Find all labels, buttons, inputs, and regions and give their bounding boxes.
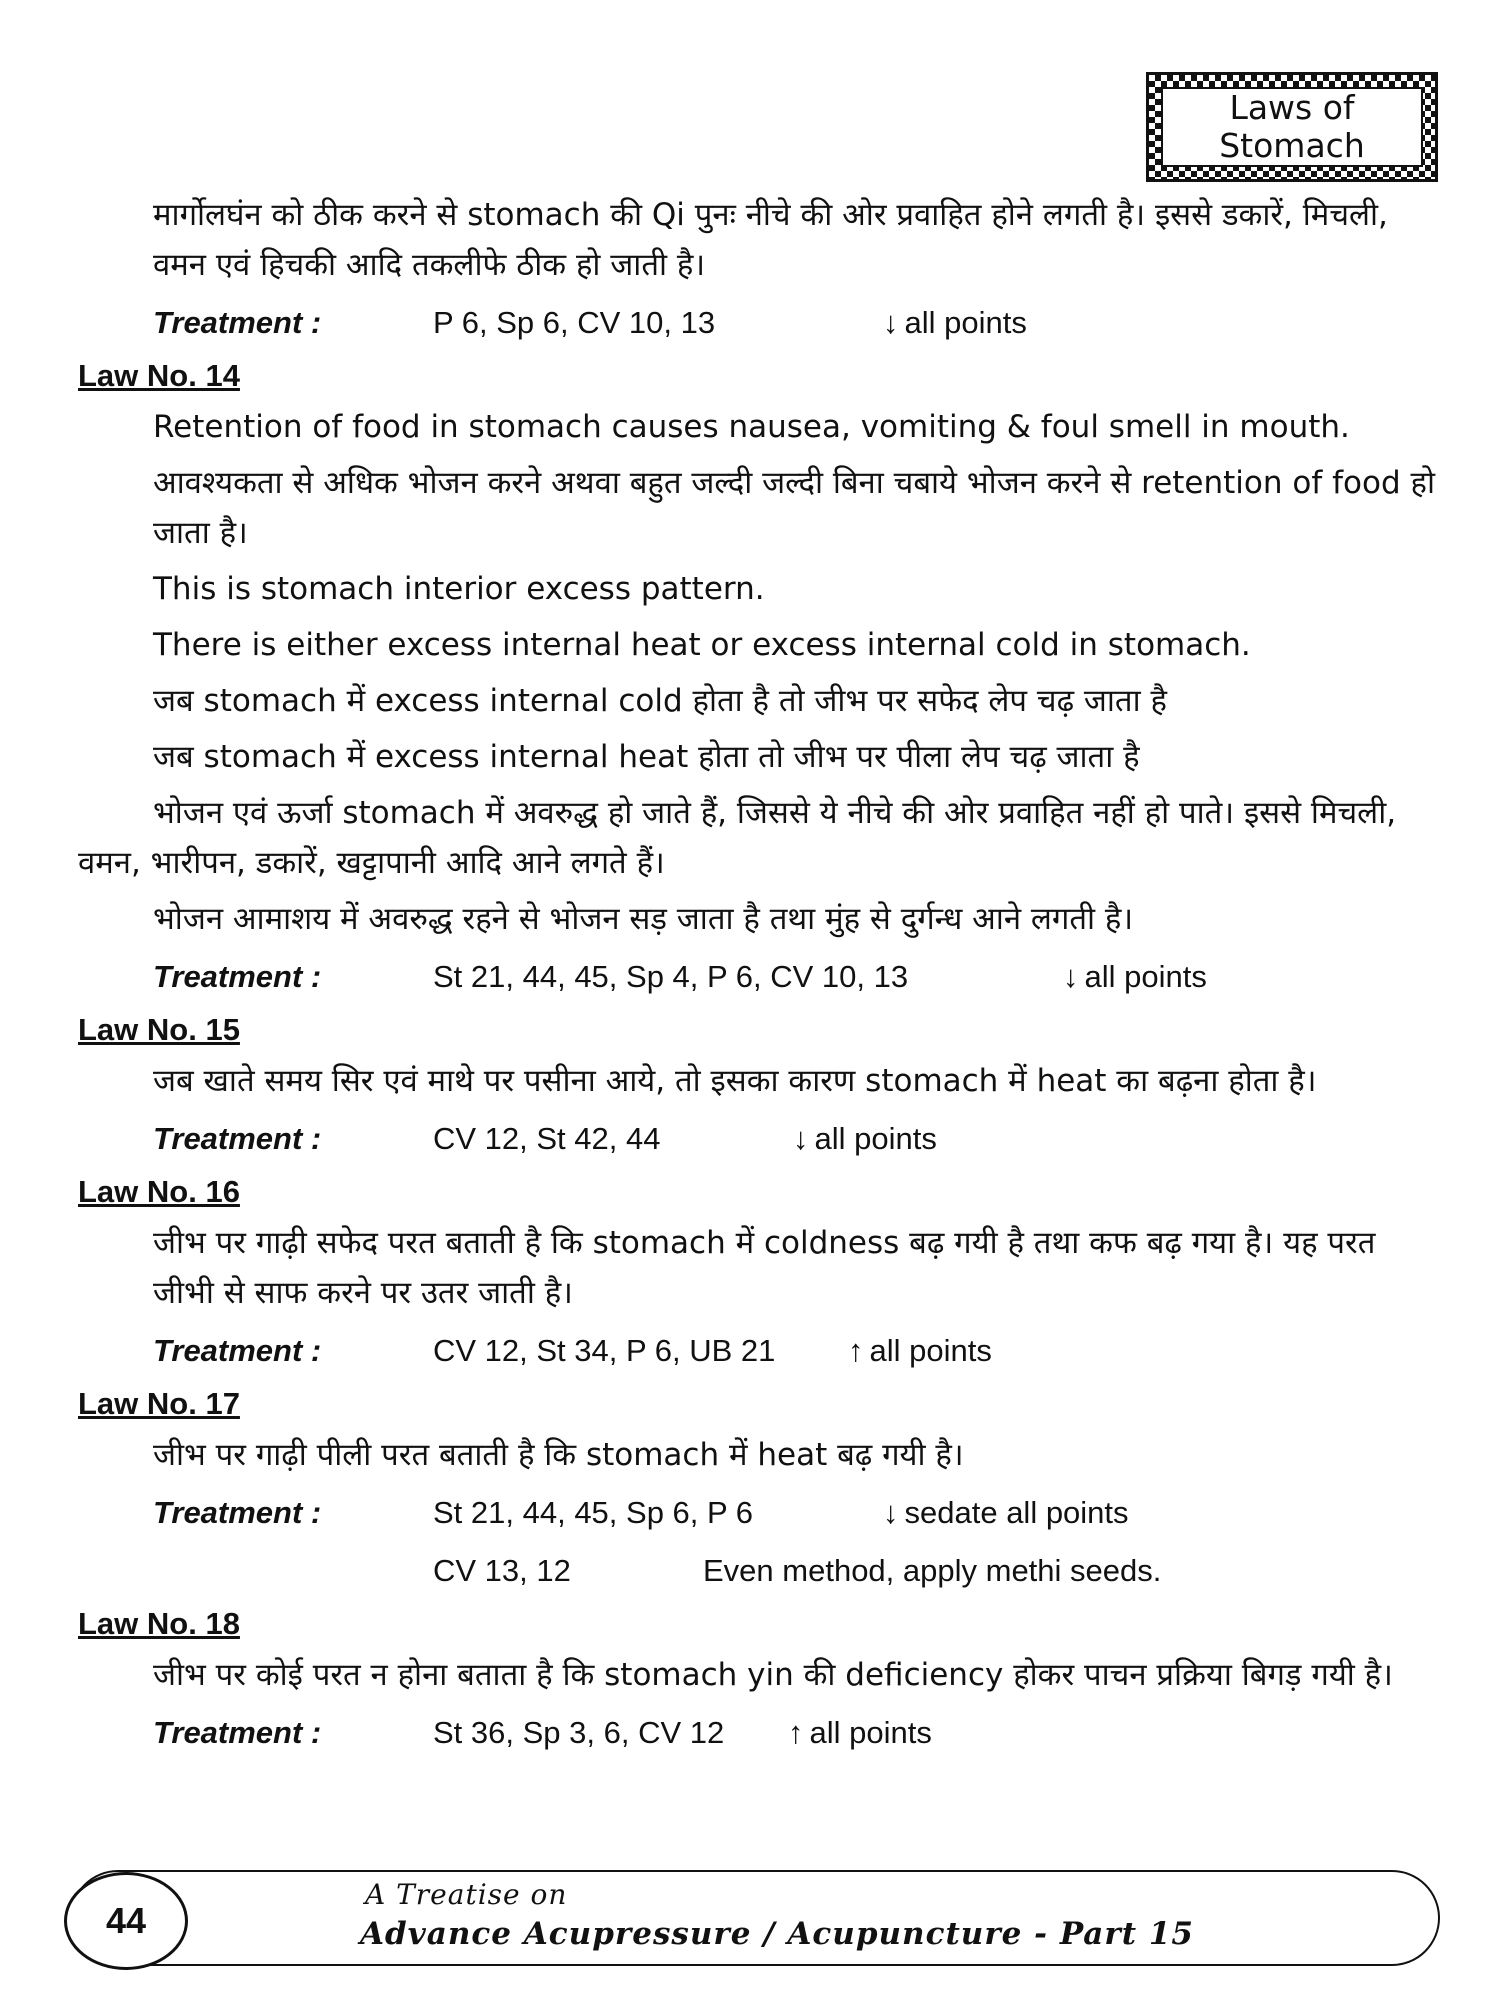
down-arrow-icon: ↓ — [883, 1495, 899, 1530]
law-14-line-2: आवश्यकता से अधिक भोजन करने अथवा बहुत जल्दी जल्दी बिना चबाये भोजन करने से retention of food हो जाता है। — [153, 465, 1435, 551]
treatment-points: St 21, 44, 45, Sp 4, P 6, CV 10, 13 — [433, 959, 909, 994]
law-14-line-7: भोजन एवं ऊर्जा stomach में अवरुद्ध हो जाते हैं, जिससे ये नीचे की ओर प्रवाहित नहीं हो पाते। इससे मिचली, वमन, भारीपन, डकारें, खट्टापानी आदि आने लगते हैं। — [78, 795, 1397, 881]
treatment-note-text: all points — [1084, 959, 1207, 994]
law-14-treatment — [78, 950, 1440, 1004]
treatment-points: P 6, Sp 6, CV 10, 13 — [433, 305, 716, 340]
treatment-label: Treatment : — [153, 305, 322, 340]
section-title-line2: Stomach — [1219, 126, 1365, 165]
law-16-treatment — [78, 1324, 1440, 1378]
down-arrow-icon: ↓ — [883, 305, 899, 340]
law-18-heading: Law No. 18 — [78, 1606, 240, 1641]
treatment-points: CV 12, St 34, P 6, UB 21 — [433, 1333, 776, 1368]
treatment-note — [793, 1112, 937, 1166]
footer-subtitle: A Treatise on — [365, 1878, 568, 1911]
law-16-text: जीभ पर गाढ़ी सफेद परत बताती है कि stomach में coldness बढ़ गयी है तथा कफ बढ़ गया है। यह परत जीभी से साफ करने पर उतर जाती है। — [153, 1225, 1376, 1311]
treatment-label: Treatment : — [153, 1715, 322, 1750]
footer-book-title: Advance Acupressure / Acupuncture - Part 15 — [360, 1916, 1194, 1952]
treatment-label: Treatment : — [153, 959, 322, 994]
page-content — [78, 190, 1440, 1764]
treatment-note-text: sedate all points — [904, 1495, 1129, 1530]
law-17-text: जीभ पर गाढ़ी पीली परत बताती है कि stomach में heat बढ़ गयी है। — [153, 1437, 964, 1473]
law-18-treatment — [78, 1706, 1440, 1760]
law-15-heading: Law No. 15 — [78, 1012, 240, 1047]
law-16-heading: Law No. 16 — [78, 1174, 240, 1209]
down-arrow-icon: ↓ — [1063, 959, 1079, 994]
down-arrow-icon: ↓ — [793, 1121, 809, 1156]
treatment-note-text: all points — [809, 1715, 932, 1750]
page-number: 44 — [64, 1872, 188, 1970]
intro-treatment — [78, 296, 1440, 350]
law-14-line-5: जब stomach में excess internal cold होता है तो जीभ पर सफेद लेप चढ़ जाता है — [153, 683, 1167, 719]
treatment-note — [1063, 950, 1207, 1004]
section-title-line1: Laws of — [1229, 88, 1355, 127]
treatment-points: CV 12, St 42, 44 — [433, 1121, 661, 1156]
treatment-points: St 21, 44, 45, Sp 6, P 6 — [433, 1495, 753, 1530]
law-14-line-6: जब stomach में excess internal heat होता तो जीभ पर पीला लेप चढ़ जाता है — [153, 739, 1140, 775]
treatment-note-text: all points — [904, 305, 1027, 340]
treatment-points: St 36, Sp 3, 6, CV 12 — [433, 1715, 725, 1750]
law-14-line-8: भोजन आमाशय में अवरुद्ध रहने से भोजन सड़ जाता है तथा मुंह से दुर्गन्ध आने लगती है। — [153, 901, 1134, 937]
treatment-label: Treatment : — [153, 1333, 322, 1368]
treatment-note-text: all points — [869, 1333, 992, 1368]
up-arrow-icon: ↑ — [788, 1715, 804, 1750]
law-15-treatment — [78, 1112, 1440, 1166]
law-18-text: जीभ पर कोई परत न होना बताता है कि stomach yin की deficiency होकर पाचन प्रक्रिया बिगड़ गयी है। — [153, 1657, 1393, 1693]
law-17-heading: Law No. 17 — [78, 1386, 240, 1421]
treatment-note-text: all points — [814, 1121, 937, 1156]
treatment-note — [848, 1324, 992, 1378]
intro-paragraph: मार्गोलघंन को ठीक करने से stomach की Qi पुनः नीचे की ओर प्रवाहित होने लगती है। इससे डकारें, मिचली, वमन एवं हिचकी आदि तकलीफे ठीक हो जाती है। — [153, 197, 1388, 283]
law-14-line-3: This is stomach interior excess pattern. — [153, 571, 765, 607]
treatment-note — [788, 1706, 932, 1760]
up-arrow-icon: ↑ — [848, 1333, 864, 1368]
treatment-note — [883, 296, 1027, 350]
treatment-note — [883, 1486, 1129, 1540]
law-14-heading: Law No. 14 — [78, 358, 240, 393]
law-17-treatment — [78, 1486, 1440, 1540]
law-14-line-1: Retention of food in stomach causes nausea, vomiting & foul smell in mouth. — [153, 409, 1350, 445]
law-14-line-4: There is either excess internal heat or excess internal cold in stomach. — [153, 627, 1251, 663]
law-17-treatment-2 — [78, 1544, 1440, 1598]
page-footer — [60, 1870, 1440, 1968]
section-title-box — [1146, 72, 1438, 182]
treatment-label: Treatment : — [153, 1121, 322, 1156]
law-15-text: जब खाते समय सिर एवं माथे पर पसीना आये, तो इसका कारण stomach में heat का बढ़ना होता है। — [153, 1063, 1317, 1099]
treatment-note: Even method, apply methi seeds. — [703, 1553, 1162, 1588]
treatment-points: CV 13, 12 — [433, 1553, 571, 1588]
treatment-label: Treatment : — [153, 1495, 322, 1530]
